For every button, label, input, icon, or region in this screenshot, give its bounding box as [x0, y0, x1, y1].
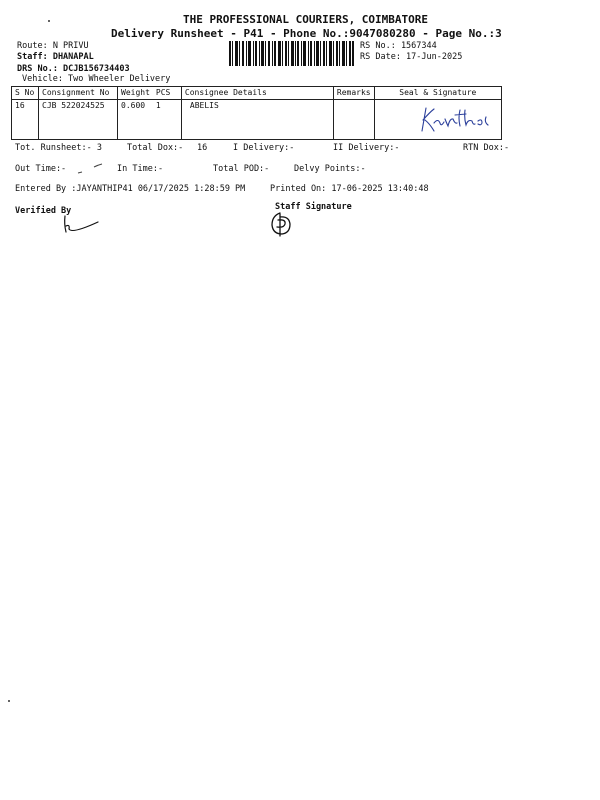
total-dox-label: Total Dox:- [127, 143, 184, 153]
staff-label: Staff: DHANAPAL [17, 52, 94, 62]
i-delivery: I Delivery:- [233, 143, 295, 153]
verified-by-label: Verified By [15, 206, 72, 216]
cell-consignment: CJB 522024525 [39, 100, 118, 140]
header-sno: S No [12, 87, 39, 100]
cell-seal-signature [374, 100, 501, 140]
out-time: Out Time:- [15, 164, 67, 174]
cell-sno: 16 [12, 100, 39, 140]
staff-signature-label: Staff Signature [275, 202, 352, 212]
header-pcs: PCS [153, 87, 182, 100]
pen-stroke-mark [76, 163, 106, 175]
tot-runsheet: Tot. Runsheet:- 3 [15, 143, 102, 153]
runsheet-table [11, 86, 502, 140]
cell-remarks [333, 100, 374, 140]
delvy-points: Delvy Points:- [294, 164, 366, 174]
table-row [12, 100, 502, 140]
cell-weight: 0.600 [118, 100, 153, 140]
rs-number: RS No.: 1567344 [360, 41, 437, 51]
total-pod: Total POD:- [213, 164, 270, 174]
company-title: THE PROFESSIONAL COURIERS, COIMBATORE [183, 13, 429, 26]
table-header-row [12, 87, 502, 100]
runsheet-subtitle: Delivery Runsheet - P41 - Phone No.:9047080280 - Page No.:3 [111, 27, 502, 40]
printed-on: Printed On: 17-06-2025 13:40:48 [270, 184, 429, 194]
staff-signature [268, 210, 296, 238]
cell-pcs: 1 [153, 100, 182, 140]
drs-number: DRS No.: DCJB156734403 [17, 64, 130, 74]
verifier-signature [60, 214, 100, 236]
header-seal-signature: Seal & Signature [374, 87, 501, 100]
cell-consignee: ABELIS [181, 100, 333, 140]
header-consignee: Consignee Details [181, 87, 333, 100]
rs-date: RS Date: 17-Jun-2025 [360, 52, 463, 62]
in-time: In Time:- [117, 164, 164, 174]
barcode [229, 41, 354, 66]
ii-delivery: II Delivery:- [333, 143, 400, 153]
header-consignment: Consignment No [39, 87, 118, 100]
header-weight: Weight [118, 87, 153, 100]
consignee-signature [420, 104, 500, 134]
scan-speck [48, 20, 50, 22]
route-label: Route: N PRIVU [17, 41, 89, 51]
rtn-dox: RTN Dox:- [463, 143, 510, 153]
total-dox-value: 16 [197, 143, 208, 153]
vehicle-label: Vehicle: Two Wheeler Delivery [22, 74, 171, 84]
header-remarks: Remarks [333, 87, 374, 100]
scan-speck [8, 700, 10, 702]
entered-by: Entered By :JAYANTHIP41 06/17/2025 1:28:59 PM [15, 184, 246, 194]
